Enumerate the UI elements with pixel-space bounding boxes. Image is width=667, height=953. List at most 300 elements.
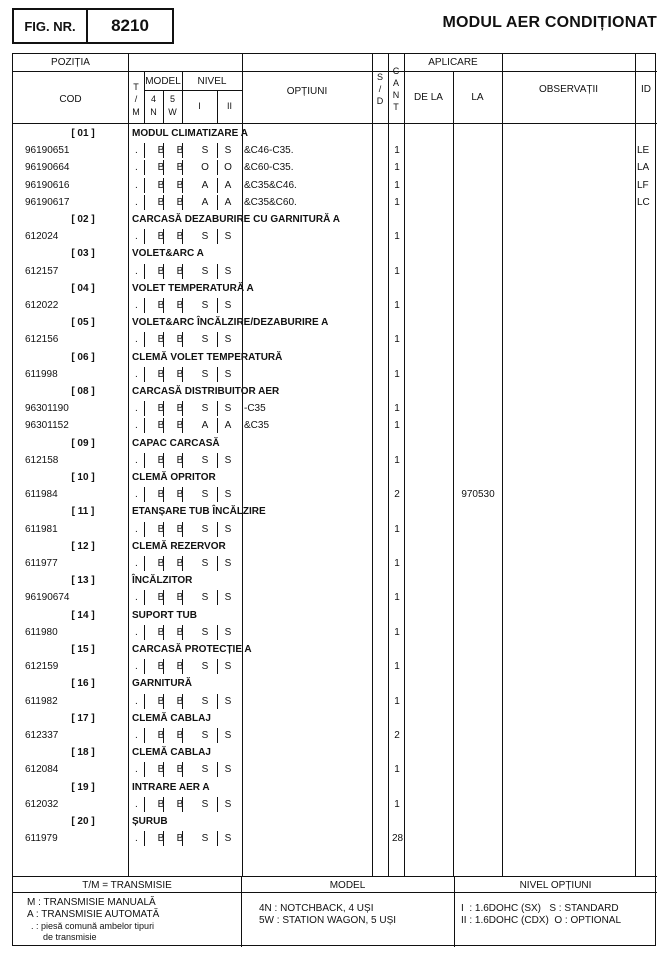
part-transmission: . bbox=[135, 179, 138, 191]
part-nivel-i: A bbox=[201, 179, 209, 191]
group-number: [ 03 ] bbox=[71, 248, 95, 260]
part-quantity: 1 bbox=[394, 145, 400, 157]
part-model-5w: B bbox=[176, 179, 184, 191]
cell-divider bbox=[217, 143, 218, 158]
header-bottom-rule bbox=[13, 123, 657, 124]
cell-divider bbox=[163, 625, 164, 640]
cell-divider bbox=[163, 332, 164, 347]
cant-header-t: T bbox=[393, 102, 399, 112]
part-model-5w: B bbox=[176, 420, 184, 432]
part-row bbox=[13, 194, 657, 211]
cell-divider bbox=[182, 694, 183, 709]
cell-divider bbox=[163, 195, 164, 210]
cant-header-n: N bbox=[392, 90, 400, 100]
group-name: VOLET TEMPERATURĂ A bbox=[132, 282, 254, 294]
part-option: -C35 bbox=[244, 403, 266, 415]
part-row bbox=[13, 228, 657, 245]
part-transmission: . bbox=[135, 162, 138, 174]
part-nivel-i: S bbox=[201, 592, 209, 604]
cell-divider bbox=[182, 762, 183, 777]
cell-divider bbox=[182, 797, 183, 812]
group-number: [ 14 ] bbox=[71, 609, 95, 621]
part-row bbox=[13, 366, 657, 383]
cell-divider bbox=[163, 143, 164, 158]
cell-divider bbox=[144, 367, 145, 382]
cell-divider bbox=[163, 298, 164, 313]
cell-divider bbox=[163, 590, 164, 605]
cell-divider bbox=[182, 418, 183, 433]
cell-divider bbox=[182, 590, 183, 605]
part-nivel-ii: S bbox=[224, 833, 232, 845]
part-nivel-i: A bbox=[201, 420, 209, 432]
cell-divider bbox=[182, 831, 183, 846]
cell-divider bbox=[163, 694, 164, 709]
sd-header-d: D bbox=[376, 96, 384, 106]
part-model-5w: B bbox=[176, 368, 184, 380]
cell-divider bbox=[182, 401, 183, 416]
part-code: 611980 bbox=[25, 626, 58, 638]
footer-tm-line-4: de transmisie bbox=[43, 932, 97, 942]
part-row bbox=[13, 142, 657, 159]
group-row bbox=[13, 607, 657, 624]
cell-divider bbox=[163, 797, 164, 812]
group-row bbox=[13, 572, 657, 589]
part-quantity: 28 bbox=[392, 833, 404, 845]
part-model-4n: B bbox=[157, 300, 165, 311]
cell-divider bbox=[217, 418, 218, 433]
cell-divider bbox=[163, 453, 164, 468]
group-name: VOLET&ARC A bbox=[132, 248, 204, 260]
part-nivel-ii: S bbox=[224, 489, 232, 501]
group-name: ȘURUB bbox=[132, 816, 168, 827]
part-model-5w: B bbox=[176, 145, 184, 157]
group-row bbox=[13, 435, 657, 452]
part-nivel-ii: A bbox=[224, 179, 232, 191]
cell-divider bbox=[144, 401, 145, 416]
part-nivel-i: S bbox=[201, 334, 209, 346]
part-code: 96301190 bbox=[25, 403, 69, 415]
cell-divider bbox=[163, 160, 164, 175]
part-model-5w: B bbox=[176, 626, 184, 638]
cell-divider bbox=[163, 487, 164, 502]
footer-nivel-line-1: I : 1.6DOHC (SX) S : STANDARD bbox=[461, 903, 619, 914]
group-name: CLEMĂ CABLAJ bbox=[132, 712, 211, 724]
part-nivel-i: S bbox=[201, 489, 209, 501]
cell-divider bbox=[144, 178, 145, 193]
footer-tm-title: T/M = TRANSMISIE bbox=[82, 880, 172, 891]
cant-header-a: A bbox=[392, 78, 399, 88]
part-quantity: 1 bbox=[394, 179, 400, 191]
part-model-4n: B bbox=[157, 730, 165, 741]
group-row bbox=[13, 280, 657, 297]
part-row bbox=[13, 761, 657, 778]
cell-divider bbox=[144, 659, 145, 674]
part-model-4n: B bbox=[157, 695, 165, 707]
cell-divider bbox=[144, 590, 145, 605]
part-quantity: 1 bbox=[394, 420, 400, 432]
part-model-5w: B bbox=[176, 454, 184, 466]
footer-model-title: MODEL bbox=[329, 880, 366, 891]
part-quantity: 1 bbox=[394, 334, 400, 346]
cell-divider bbox=[182, 298, 183, 313]
part-nivel-ii: S bbox=[224, 403, 232, 415]
cell-divider bbox=[217, 728, 218, 743]
part-quantity: 1 bbox=[394, 695, 400, 707]
part-model-4n: B bbox=[157, 420, 165, 432]
part-model-5w: B bbox=[176, 334, 184, 346]
cell-divider bbox=[144, 556, 145, 571]
part-transmission: . bbox=[135, 730, 138, 741]
cell-divider bbox=[182, 332, 183, 347]
cell-divider bbox=[144, 332, 145, 347]
cell-divider bbox=[217, 178, 218, 193]
part-quantity: 2 bbox=[394, 489, 400, 501]
part-nivel-i: O bbox=[201, 162, 209, 174]
part-transmission: . bbox=[135, 558, 138, 569]
part-code: 96190664 bbox=[25, 162, 70, 174]
part-model-5w: B bbox=[176, 833, 184, 845]
aplicare-header: APLICARE bbox=[428, 57, 478, 68]
part-row bbox=[13, 159, 657, 176]
part-model-4n: B bbox=[157, 661, 165, 673]
id-header: ID bbox=[641, 84, 651, 95]
cell-divider bbox=[144, 264, 145, 279]
part-nivel-i: S bbox=[201, 661, 209, 673]
part-option: &C60-C35. bbox=[244, 162, 294, 174]
part-quantity: 1 bbox=[394, 231, 400, 243]
cell-divider bbox=[163, 401, 164, 416]
group-number: [ 01 ] bbox=[71, 128, 95, 139]
dela-header: DE LA bbox=[414, 92, 443, 103]
part-model-4n: B bbox=[157, 798, 165, 810]
footer-model-line-2: 5W : STATION WAGON, 5 UȘI bbox=[259, 915, 397, 926]
part-model-5w: B bbox=[176, 523, 184, 535]
part-quantity: 1 bbox=[394, 661, 400, 673]
part-quantity: 1 bbox=[394, 523, 400, 535]
cell-divider bbox=[217, 487, 218, 502]
fig-label: FIG. NR. bbox=[12, 8, 88, 44]
part-model-4n: B bbox=[157, 162, 165, 174]
part-model-4n: B bbox=[157, 764, 165, 776]
group-number: [ 08 ] bbox=[71, 386, 95, 397]
cell-divider bbox=[182, 229, 183, 244]
part-nivel-ii: A bbox=[224, 196, 232, 208]
group-row bbox=[13, 314, 657, 331]
group-number: [ 20 ] bbox=[71, 816, 95, 827]
part-transmission: . bbox=[135, 489, 138, 501]
part-code: 612022 bbox=[25, 300, 59, 311]
part-row bbox=[13, 830, 657, 847]
group-row bbox=[13, 125, 657, 142]
cell-divider bbox=[182, 487, 183, 502]
header-rule-1 bbox=[13, 71, 657, 72]
footer-tm-line-3: . : piesă comună ambelor tipuri bbox=[31, 921, 155, 931]
part-quantity: 2 bbox=[394, 730, 400, 741]
la-header: LA bbox=[471, 92, 484, 103]
part-code: 611981 bbox=[25, 523, 58, 535]
cell-divider bbox=[217, 367, 218, 382]
part-code: 611998 bbox=[25, 368, 58, 380]
cell-divider bbox=[182, 522, 183, 537]
part-nivel-i: S bbox=[201, 300, 209, 311]
part-model-5w: B bbox=[176, 489, 184, 501]
cell-divider bbox=[217, 659, 218, 674]
part-quantity: 1 bbox=[394, 300, 400, 311]
part-transmission: . bbox=[135, 798, 138, 810]
cell-divider bbox=[144, 728, 145, 743]
part-code: 611977 bbox=[25, 558, 58, 569]
observatii-header: OBSERVAȚII bbox=[538, 84, 599, 95]
part-nivel-i: S bbox=[201, 764, 209, 776]
part-transmission: . bbox=[135, 523, 138, 535]
part-id: LC bbox=[637, 196, 650, 208]
group-name: CARCASĂ DISTRIBUITOR AER bbox=[132, 386, 280, 397]
part-transmission: . bbox=[135, 420, 138, 432]
cell-divider bbox=[163, 522, 164, 537]
part-model-4n: B bbox=[157, 334, 165, 346]
part-nivel-ii: S bbox=[224, 626, 232, 638]
part-code: 612032 bbox=[25, 798, 59, 810]
cant-header-c: C bbox=[392, 66, 400, 76]
part-transmission: . bbox=[135, 661, 138, 673]
part-id: LF bbox=[637, 179, 649, 191]
part-code: 96190616 bbox=[25, 179, 70, 191]
part-transmission: . bbox=[135, 334, 138, 346]
group-number: [ 09 ] bbox=[71, 437, 95, 449]
part-transmission: . bbox=[135, 265, 138, 277]
part-nivel-ii: S bbox=[224, 454, 232, 466]
part-quantity: 1 bbox=[394, 558, 400, 569]
pozitia-header: POZIȚIA bbox=[51, 57, 90, 68]
cell-divider bbox=[182, 143, 183, 158]
part-nivel-ii: S bbox=[224, 300, 232, 311]
nivel-header: NIVEL bbox=[197, 76, 227, 87]
model-4-header: 4 bbox=[150, 94, 156, 104]
group-name: INTRARE AER A bbox=[132, 781, 210, 793]
group-name: CAPAC CARCASĂ bbox=[132, 437, 220, 449]
group-row bbox=[13, 245, 657, 262]
part-transmission: . bbox=[135, 454, 138, 466]
part-nivel-i: S bbox=[201, 833, 209, 845]
part-applies-to: 970530 bbox=[461, 489, 495, 501]
cell-divider bbox=[144, 418, 145, 433]
group-number: [ 06 ] bbox=[71, 351, 95, 363]
footer-tm-line-1: M : TRANSMISIE MANUALĂ bbox=[27, 897, 156, 908]
part-model-4n: B bbox=[157, 265, 165, 277]
cell-divider bbox=[182, 264, 183, 279]
part-quantity: 1 bbox=[394, 403, 400, 415]
part-nivel-ii: S bbox=[224, 265, 232, 277]
cell-divider bbox=[217, 298, 218, 313]
cell-divider bbox=[144, 160, 145, 175]
part-nivel-ii: S bbox=[224, 695, 232, 707]
group-number: [ 18 ] bbox=[71, 747, 95, 759]
tm-header-t: T bbox=[133, 82, 139, 92]
part-row bbox=[13, 693, 657, 710]
part-row bbox=[13, 521, 657, 538]
cell-divider bbox=[217, 264, 218, 279]
fig-number: 8210 bbox=[86, 8, 174, 44]
part-nivel-i: S bbox=[201, 695, 209, 707]
part-nivel-ii: S bbox=[224, 592, 232, 604]
part-nivel-ii: S bbox=[224, 798, 232, 810]
part-model-4n: B bbox=[157, 454, 165, 466]
cell-divider bbox=[163, 367, 164, 382]
part-row bbox=[13, 417, 657, 434]
group-name: SUPORT TUB bbox=[132, 609, 197, 621]
group-row bbox=[13, 744, 657, 761]
cell-divider bbox=[182, 160, 183, 175]
cell-divider bbox=[144, 298, 145, 313]
part-transmission: . bbox=[135, 626, 138, 638]
part-row bbox=[13, 486, 657, 503]
part-model-5w: B bbox=[176, 265, 184, 277]
part-id: LE bbox=[637, 145, 650, 157]
part-option: &C35&C60. bbox=[244, 196, 297, 208]
part-model-4n: B bbox=[157, 523, 165, 535]
part-model-4n: B bbox=[157, 592, 165, 604]
cell-divider bbox=[163, 762, 164, 777]
group-row bbox=[13, 779, 657, 796]
model-n-header: N bbox=[150, 107, 157, 117]
part-model-4n: B bbox=[157, 196, 165, 208]
group-number: [ 04 ] bbox=[71, 282, 95, 294]
cell-divider bbox=[217, 625, 218, 640]
group-name: ETANȘARE TUB ÎNCĂLZIRE bbox=[132, 506, 266, 518]
cell-divider bbox=[163, 264, 164, 279]
part-quantity: 1 bbox=[394, 454, 400, 466]
footer-nivel-line-2: II : 1.6DOHC (CDX) O : OPTIONAL bbox=[461, 915, 622, 926]
part-quantity: 1 bbox=[394, 764, 400, 776]
cell-divider bbox=[144, 195, 145, 210]
part-transmission: . bbox=[135, 695, 138, 707]
part-id: LA bbox=[637, 162, 650, 174]
cell-divider bbox=[217, 332, 218, 347]
cell-divider bbox=[144, 625, 145, 640]
cell-divider bbox=[163, 556, 164, 571]
part-nivel-ii: S bbox=[224, 730, 232, 741]
group-row bbox=[13, 469, 657, 486]
group-name: CLEMĂ VOLET TEMPERATURĂ bbox=[132, 351, 283, 363]
group-number: [ 11 ] bbox=[71, 506, 95, 518]
group-number: [ 15 ] bbox=[71, 644, 95, 655]
cell-divider bbox=[217, 831, 218, 846]
part-model-4n: B bbox=[157, 833, 165, 845]
part-model-5w: B bbox=[176, 592, 184, 604]
cell-divider bbox=[217, 160, 218, 175]
cell-divider bbox=[217, 556, 218, 571]
part-code: 612156 bbox=[25, 334, 59, 346]
part-nivel-i: S bbox=[201, 145, 209, 157]
cell-divider bbox=[163, 418, 164, 433]
cell-divider bbox=[217, 453, 218, 468]
part-code: 612024 bbox=[25, 231, 59, 243]
part-code: 612159 bbox=[25, 661, 59, 673]
group-row bbox=[13, 538, 657, 555]
cell-divider bbox=[217, 694, 218, 709]
group-row bbox=[13, 813, 657, 830]
group-number: [ 02 ] bbox=[71, 214, 95, 225]
cell-divider bbox=[182, 453, 183, 468]
part-nivel-ii: S bbox=[224, 661, 232, 673]
model-w-header: W bbox=[168, 107, 177, 117]
part-nivel-ii: S bbox=[224, 145, 232, 157]
group-row bbox=[13, 383, 657, 400]
part-row bbox=[13, 555, 657, 572]
group-name: MODUL CLIMATIZARE A bbox=[132, 128, 248, 139]
part-row bbox=[13, 727, 657, 744]
part-quantity: 1 bbox=[394, 265, 400, 277]
part-code: 612084 bbox=[25, 764, 59, 776]
sd-header-slash: / bbox=[378, 84, 382, 94]
cell-divider bbox=[144, 453, 145, 468]
part-code: 96301152 bbox=[25, 420, 69, 432]
part-nivel-i: S bbox=[201, 403, 209, 415]
part-row bbox=[13, 796, 657, 813]
cell-divider bbox=[217, 797, 218, 812]
group-name: ÎNCĂLZITOR bbox=[132, 575, 193, 587]
part-nivel-i: S bbox=[201, 265, 209, 277]
model-nivel-rule bbox=[144, 90, 242, 91]
part-option: &C35 bbox=[244, 420, 270, 432]
group-row bbox=[13, 675, 657, 692]
part-model-4n: B bbox=[157, 626, 165, 638]
part-model-4n: B bbox=[157, 403, 165, 415]
part-nivel-i: S bbox=[201, 231, 209, 243]
nivel-ii-header: II bbox=[226, 101, 232, 111]
part-nivel-i: S bbox=[201, 523, 209, 535]
footer-rule bbox=[13, 876, 657, 877]
part-transmission: . bbox=[135, 764, 138, 776]
part-transmission: . bbox=[135, 196, 138, 208]
group-row bbox=[13, 710, 657, 727]
part-model-5w: B bbox=[176, 798, 184, 810]
part-code: 612157 bbox=[25, 265, 59, 277]
part-quantity: 1 bbox=[394, 626, 400, 638]
cell-divider bbox=[144, 762, 145, 777]
part-row bbox=[13, 177, 657, 194]
group-name: CARCASĂ DEZABURIRE CU GARNITURĂ A bbox=[132, 214, 340, 225]
part-code: 96190674 bbox=[25, 592, 70, 604]
part-model-5w: B bbox=[176, 661, 184, 673]
part-row bbox=[13, 452, 657, 469]
model-header: MODEL bbox=[145, 76, 181, 87]
cell-divider bbox=[182, 728, 183, 743]
group-row bbox=[13, 503, 657, 520]
part-model-5w: B bbox=[176, 300, 184, 311]
tm-header-slash: / bbox=[134, 94, 138, 104]
footer-model-line-1: 4N : NOTCHBACK, 4 UȘI bbox=[259, 903, 374, 914]
part-code: 611982 bbox=[25, 695, 58, 707]
part-quantity: 1 bbox=[394, 196, 400, 208]
tm-header-m: M bbox=[132, 107, 140, 117]
cell-divider bbox=[217, 401, 218, 416]
cell-divider bbox=[182, 659, 183, 674]
part-nivel-ii: A bbox=[224, 420, 232, 432]
group-number: [ 16 ] bbox=[71, 678, 95, 690]
group-number: [ 12 ] bbox=[71, 540, 95, 552]
part-transmission: . bbox=[135, 145, 138, 157]
part-nivel-i: S bbox=[201, 454, 209, 466]
part-option: &C46-C35. bbox=[244, 145, 294, 157]
group-number: [ 10 ] bbox=[71, 472, 95, 483]
footer-nivel-title: NIVEL OPȚIUNI bbox=[519, 880, 592, 891]
part-row bbox=[13, 263, 657, 280]
cell-divider bbox=[163, 659, 164, 674]
optiuni-header: OPȚIUNI bbox=[286, 86, 328, 97]
cell-divider bbox=[163, 178, 164, 193]
part-code: 96190617 bbox=[25, 196, 70, 208]
